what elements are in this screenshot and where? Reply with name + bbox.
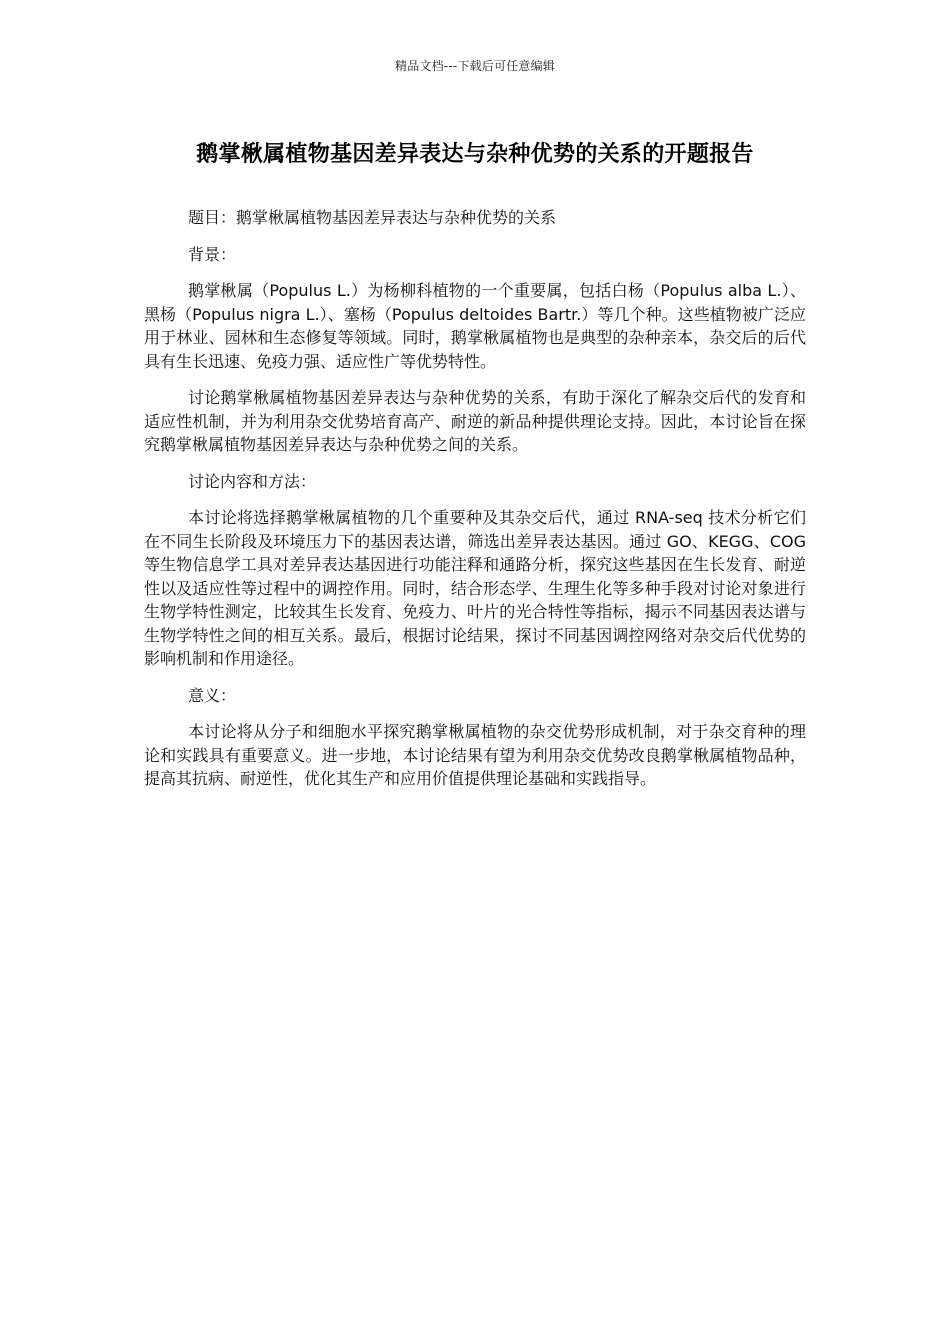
- topic-paragraph: 题目：鹅掌楸属植物基因差异表达与杂种优势的关系: [188, 208, 557, 227]
- significance-paragraph: 本讨论将从分子和细胞水平探究鹅掌楸属植物的杂交优势形成机制，对于杂交育种的理论和实践具有重要意义。进一步地，本讨论结果有望为利用杂交优势改良鹅掌楸属植物品种，提高其抗病、耐逆性，优化其生产和应用价值提供理论基础和实践指导。: [144, 722, 806, 788]
- document-title: 鹅掌楸属植物基因差异表达与杂种优势的关系的开题报告: [196, 142, 754, 167]
- significance-heading: 意义：: [188, 685, 237, 705]
- purpose-paragraph: 讨论鹅掌楸属植物基因差异表达与杂种优势的关系，有助于深化了解杂交后代的发育和适应性机制，并为利用杂交优势培育高产、耐逆的新品种提供理论支持。因此，本讨论旨在探究鹅掌楸属植物基因差异表达与杂种优势之间的关系。: [144, 388, 806, 454]
- header-note: 精品文档---下载后可任意编辑: [395, 59, 555, 73]
- background-paragraph: 鹅掌楸属（Populus L.）为杨柳科植物的一个重要属，包括白杨（Populus alba L.）、黑杨（Populus nigra L.）、塞杨（Populus deltoides Bartr.）等几个种。这些植物被广泛应用于林业、园林和生态修复等领域。同时，鹅掌楸属植物也是典型的杂种亲本，杂交后的后代具有生长迅速、免疫力强、适应性广等优势特性。: [144, 281, 806, 371]
- document-body: [144, 206, 806, 804]
- methods-heading: 讨论内容和方法：: [188, 471, 317, 491]
- methods-paragraph: 本讨论将选择鹅掌楸属植物的几个重要种及其杂交后代，通过 RNA-seq 技术分析它们在不同生长阶段及环境压力下的基因表达谱，筛选出差异表达基因。通过 GO、KEGG、COG 等生物信息学工具对差异表达基因进行功能注释和通路分析，探究这些基因在生长发育、耐逆性以及适应性等过程中的调控作用。同时，结合形态学、生理生化等多种手段对讨论对象进行生物学特性测定，比较其生长发育、免疫力、叶片的光合特性等指标，揭示不同基因表达谱与生物学特性之间的相互关系。最后，根据讨论结果，探讨不同基因调控网络对杂交后代优势的影响机制和作用途径。: [144, 508, 806, 668]
- background-heading: 背景：: [188, 244, 237, 264]
